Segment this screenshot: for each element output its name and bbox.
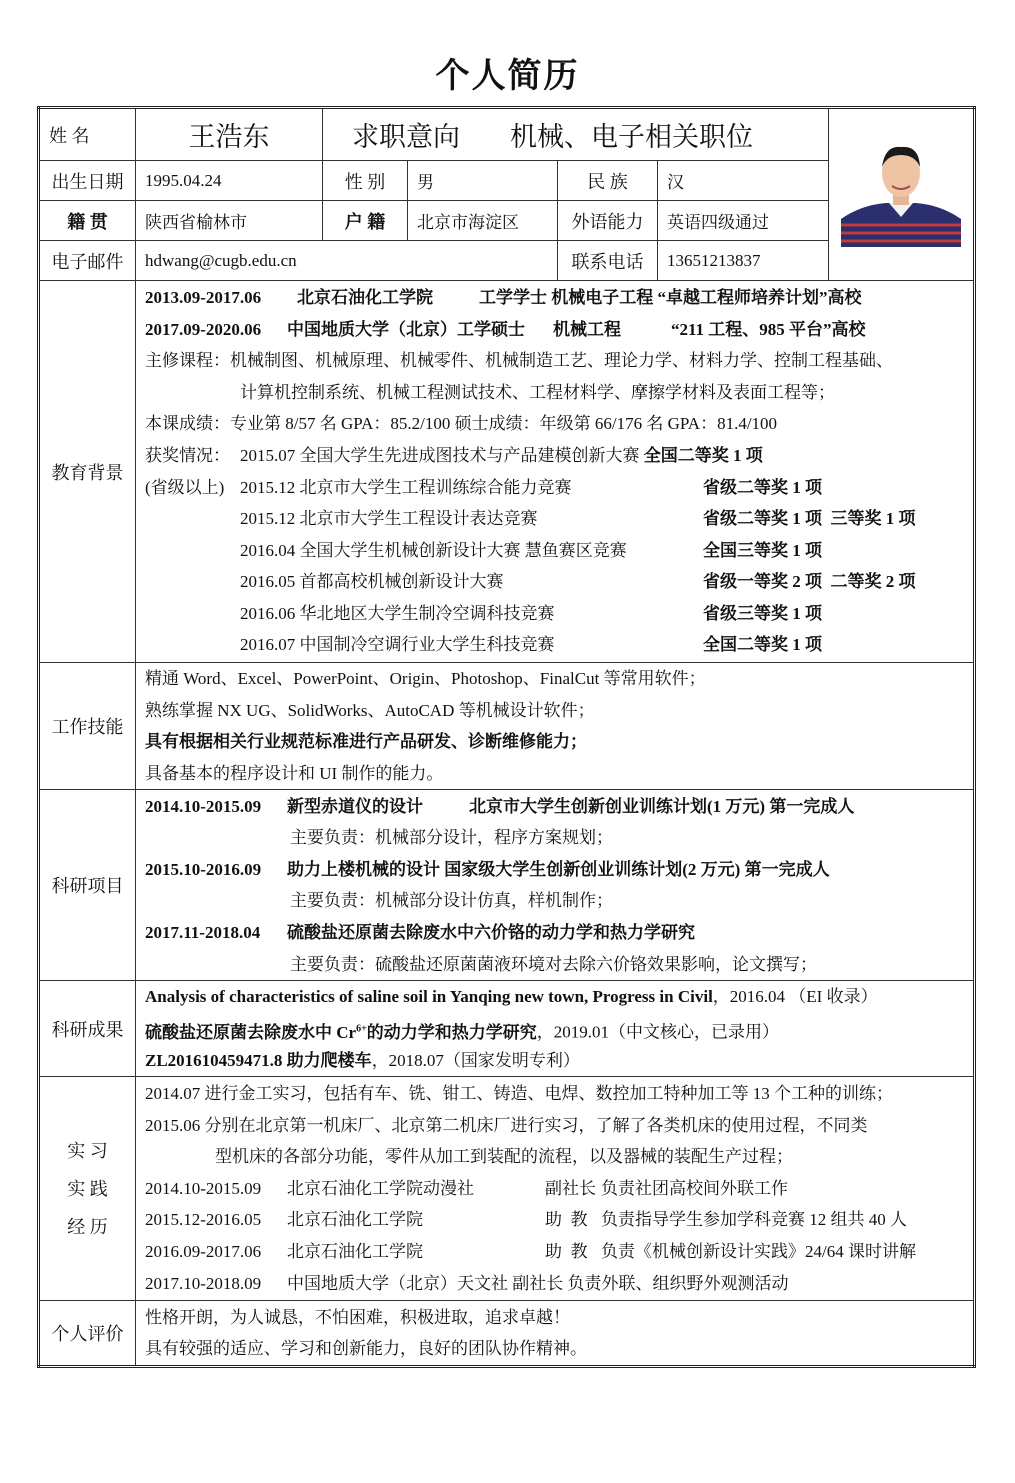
role-desc: 负责《机械创新设计实践》24/64 课时讲解 [601, 1242, 916, 1262]
practice-label-char: 实 习 [67, 1140, 108, 1161]
award-row [145, 535, 964, 567]
award-event: 2015.07 全国大学生先进成图技术与产品建模创新大赛 [240, 445, 640, 465]
result-item [145, 1013, 964, 1045]
award-row [145, 598, 964, 630]
job-intent [323, 108, 829, 161]
role-row [145, 1173, 964, 1205]
award-prize: 省级一等奖 2 项 二等奖 2 项 [703, 572, 916, 592]
role-org: 北京石油化工学院 [287, 1242, 423, 1262]
award-event: 2016.04 全国大学生机械创新设计大赛 慧鱼赛区竞赛 [240, 540, 627, 560]
degree-school: 中国地质大学（北京） [287, 319, 457, 339]
gender-label: 性 别 [323, 161, 408, 201]
degree-date: 2017.09-2020.06 [145, 319, 262, 339]
page-title: 个人简历 [435, 58, 580, 95]
role-row [145, 1204, 964, 1236]
project-title: 新型赤道仪的设计 [287, 796, 423, 816]
result-title: Analysis of characteristics of saline soil in Yanqing new town, Progress in Civil [145, 987, 713, 1007]
project-duty: 主要负责：机械部分设计，程序方案规划； [290, 828, 613, 848]
research-label: 科研项目 [39, 790, 136, 981]
degree-row [145, 314, 964, 346]
practice-label-char: 实 践 [67, 1178, 108, 1199]
skill-line: 精通 Word、Excel、PowerPoint、Origin、Photoshop、FinalCut 等常用软件； [145, 669, 706, 688]
project-row [145, 854, 964, 886]
award-prize: 全国三等奖 1 项 [703, 540, 822, 560]
result-item [145, 1045, 964, 1077]
role-org: 中国地质大学（北京）天文社 [287, 1273, 508, 1293]
practice-line: 2014.07 进行金工实习，包括有车、铣、钳工、铸造、电焊、数控加工特种加工等 13 个工种的训练； [145, 1084, 893, 1104]
grades-line: 本课成绩：专业第 8/57 名 GPA：85.2/100 硕士成绩：年级第 66/176 名 GPA：81.4/100 [145, 414, 778, 434]
practice-line: 2015.06 分别在北京第一机床厂、北京第二机床厂进行实习，了解了各类机床的使用过程，不同类 [145, 1115, 868, 1135]
award-row [145, 472, 964, 504]
project-duty: 主要负责：硫酸盐还原菌菌液环境对去除六价铬效果影响，论文撰写； [290, 954, 817, 974]
evaluation-section [136, 1301, 975, 1367]
project-row [145, 917, 964, 949]
practice-line: 型机床的各部分功能，零件从加工到装配的流程，以及器械的装配生产过程； [215, 1147, 793, 1167]
role-row [145, 1236, 964, 1268]
evaluation-line: 具有较强的适应、学习和创新能力，良好的团队协作精神。 [145, 1339, 587, 1359]
project-title: 助力上楼机械的设计 [287, 859, 440, 879]
award-event: 2015.12 北京市大学生工程设计表达竞赛 [240, 509, 538, 529]
courses-line: 主修课程：机械制图、机械原理、机械零件、机械制造工艺、理论力学、材料力学、控制工程基础、 [145, 351, 893, 371]
results-label: 科研成果 [39, 981, 136, 1077]
award-event: 2016.05 首都高校机械创新设计大赛 [240, 572, 504, 592]
degree-row [145, 282, 964, 314]
skill-line: 具有根据相关行业规范标准进行产品研发、诊断维修能力； [145, 732, 587, 752]
gender-value: 男 [408, 161, 558, 201]
role-desc: 负责指导学生参加学科竞赛 12 组共 40 人 [601, 1210, 907, 1230]
project-role: 第一完成人 [744, 859, 830, 879]
intent-value: 机械、电子相关职位 [510, 122, 753, 152]
result-title: 的动力学和热力学研究 [366, 1022, 537, 1042]
portrait-image [841, 137, 961, 247]
education-section [136, 281, 975, 663]
practice-label [39, 1077, 136, 1301]
role-date: 2016.09-2017.06 [145, 1242, 262, 1262]
role-title: 副社长 [545, 1178, 596, 1198]
evaluation-label: 个人评价 [39, 1301, 136, 1367]
project-date: 2017.11-2018.04 [145, 922, 261, 942]
birth-value: 1995.04.24 [136, 161, 323, 201]
degree-type: 工学硕士 [457, 319, 525, 339]
project-row [145, 791, 964, 823]
project-fund: 国家级大学生创新创业训练计划(2 万元) [444, 859, 741, 879]
ethnic-value: 汉 [658, 161, 829, 201]
project-date: 2015.10-2016.09 [145, 859, 262, 879]
award-prize: 省级三等奖 1 项 [703, 603, 822, 623]
award-prize: 全国二等奖 1 项 [643, 445, 763, 465]
name-value: 王浩东 [136, 108, 323, 161]
courses-line: 计算机控制系统、机械工程测试技术、工程材料学、摩擦学材料及表面工程等； [240, 382, 835, 402]
award-prize: 全国二等奖 1 项 [703, 635, 822, 655]
evaluation-line: 性格开朗，为人诚恳，不怕困难，积极进取，追求卓越！ [145, 1307, 570, 1327]
results-section [136, 981, 975, 1077]
role-org: 北京石油化工学院动漫社 [287, 1178, 474, 1198]
resume-table [37, 106, 976, 1368]
degree-date: 2013.09-2017.06 [145, 287, 262, 307]
phone-value: 13651213837 [658, 241, 829, 281]
role-org: 北京石油化工学院 [287, 1210, 423, 1230]
project-fund: 北京市大学生创新创业训练计划(1 万元) [469, 796, 766, 816]
role-date: 2014.10-2015.09 [145, 1178, 262, 1198]
ethnic-label: 民 族 [558, 161, 658, 201]
birth-label: 出生日期 [39, 161, 136, 201]
role-date: 2015.12-2016.05 [145, 1210, 262, 1230]
skill-line: 具备基本的程序设计和 UI 制作的能力。 [145, 763, 444, 783]
degree-major: 机械电子工程 [551, 287, 654, 307]
email-label: 电子邮件 [39, 241, 136, 281]
practice-section [136, 1077, 975, 1301]
education-label: 教育背景 [39, 281, 136, 663]
result-title: 硫酸盐还原菌去除废水中 Cr [145, 1022, 357, 1042]
language-label: 外语能力 [558, 201, 658, 241]
result-detail: ，2016.04 （EI 收录） [712, 987, 878, 1007]
skills-label: 工作技能 [39, 663, 136, 790]
award-prize: 省级二等奖 1 项 [703, 477, 822, 497]
degree-school: 北京石油化工学院 [297, 287, 433, 307]
award-event: 2016.06 华北地区大学生制冷空调科技竞赛 [240, 603, 555, 623]
name-label [39, 108, 136, 161]
project-title: 硫酸盐还原菌去除废水中六价铬的动力学和热力学研究 [287, 922, 695, 942]
role-title: 助 教 [545, 1210, 588, 1230]
result-item [145, 981, 964, 1013]
email-value: hdwang@cugb.edu.cn [136, 241, 558, 281]
hukou-value: 北京市海淀区 [408, 201, 558, 241]
awards-prefix: (省级以上) [145, 477, 225, 497]
role-desc: 负责外联、组织野外观测活动 [567, 1273, 789, 1293]
practice-label-char: 经 历 [67, 1216, 108, 1237]
phone-label: 联系电话 [558, 241, 658, 281]
native-label: 籍 贯 [39, 201, 136, 241]
research-section [136, 790, 975, 981]
degree-major: 机械工程 [553, 319, 621, 339]
skills-section [136, 663, 975, 790]
project-duty: 主要负责：机械部分设计仿真，样机制作； [290, 891, 613, 911]
project-date: 2014.10-2015.09 [145, 796, 262, 816]
degree-note: “211 工程、985 平台”高校 [671, 319, 866, 339]
role-date: 2017.10-2018.09 [145, 1273, 262, 1293]
name-label-text: 姓 名 [49, 125, 90, 146]
result-detail: ，2018.07（国家发明专利） [371, 1050, 580, 1070]
degree-note: “卓越工程师培养计划”高校 [657, 287, 862, 307]
project-role: 第一完成人 [769, 796, 855, 816]
award-row [145, 440, 964, 472]
result-title: ZL201610459471.8 助力爬楼车 [145, 1050, 372, 1070]
profile-photo [829, 108, 975, 281]
role-title: 副社长 [512, 1273, 564, 1293]
award-row [145, 503, 964, 535]
hukou-label: 户 籍 [323, 201, 408, 241]
role-title: 助 教 [545, 1242, 588, 1262]
role-desc: 负责社团高校间外联工作 [601, 1178, 788, 1198]
award-event: 2015.12 北京市大学生工程训练综合能力竞赛 [240, 477, 572, 497]
result-superscript: 6+ [356, 1022, 367, 1034]
degree-type: 工学学士 [479, 287, 547, 307]
role-row [145, 1268, 964, 1300]
award-row [145, 629, 964, 661]
awards-prefix: 获奖情况： [145, 445, 230, 465]
result-detail: ，2019.01（中文核心，已录用） [536, 1022, 780, 1042]
intent-label: 求职意向 [352, 122, 460, 152]
award-event: 2016.07 中国制冷空调行业大学生科技竞赛 [240, 635, 555, 655]
award-row [145, 566, 964, 598]
award-prize: 省级二等奖 1 项 三等奖 1 项 [703, 509, 916, 529]
skill-line: 熟练掌握 NX UG、SolidWorks、AutoCAD 等机械设计软件； [145, 700, 595, 720]
native-value: 陕西省榆林市 [136, 201, 323, 241]
language-value: 英语四级通过 [658, 201, 829, 241]
